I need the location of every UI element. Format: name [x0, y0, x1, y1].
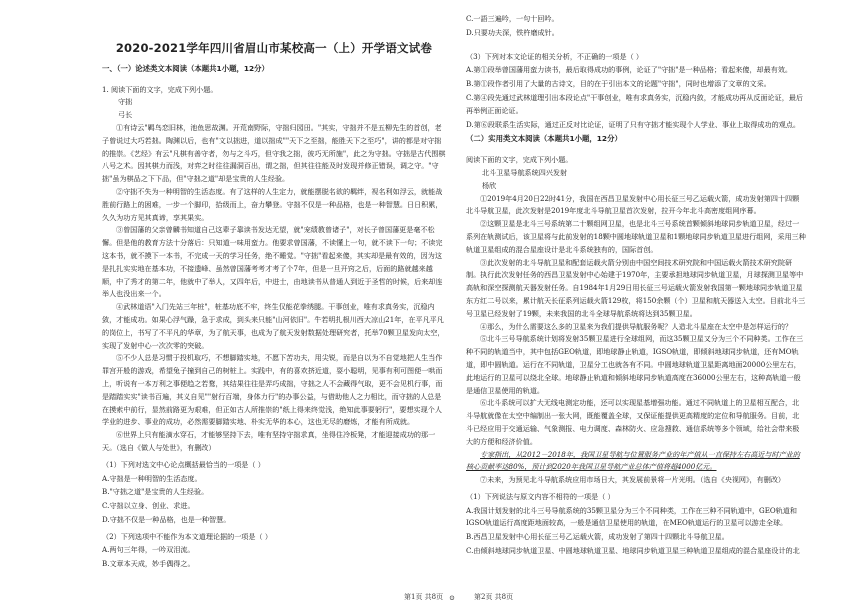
option: C.由倾斜地球同步轨道卫星、中圆地球轨道卫星、地球同步轨道卫星三种轨道卫星组成的混合星座设计的北: [466, 546, 800, 556]
question-3: （3）下列对本文论证的相关分析，不正确的一项是（ ）: [466, 51, 644, 61]
option: A.我国计划发射的北斗三号导航系统的35颗卫星分为三个不同种类，工作在三种不同轨道中，GEO轨道和IGSO轨道运行高度距地面较高，一般是通信卫星使用的轨道，在MEO轨道运行的卫星可以游走全球。: [466, 505, 797, 528]
question-intro-2: 阅读下面的文字，完成下列小题。: [466, 155, 573, 165]
essay-paragraph: ①有诗云"羁鸟恋旧林，池鱼思故渊。开荒南野际，守拙归园田。"其实，守拙并不是五柳先生的首创，老子曾说过大巧若拙。陶渊以后，也有"文以拙进，道以拙成""天下之至拙，能胜天下之至巧"，讲的都是对守拙的推崇。《艺经》有云"凡棋有善守者，勿与之斗巧，但守我之拙，彼巧无所施"，此之为守拙。守拙是古代围棋八号之术。因其棋力而浅，对弈之时往往漏洞百出，谓之拙，但其往往能及时发现并修正错误，调之守。"守拙"虽为棋品之下下品，但"守拙之道"却是宝贵的人生经验。: [102, 122, 446, 184]
center-mark-icon: ⊙: [449, 594, 455, 602]
option: B.第①段作者引用了大量的古诗文，目的在于引出本文的论题"守拙"，同时也增添了文章的文采。: [466, 79, 771, 89]
option: B.文章本天成，妙手偶得之。: [102, 559, 195, 569]
essay-title: 守拙: [118, 97, 133, 107]
question-intro: 1. 阅读下面的文字，完成下列小题。: [102, 84, 218, 94]
option: C.第④段先通过武林道理引出本段论点"干事创业，唯有求真务实，沉稳内敛，才能成功再从反面论证，最后再举例正面论证。: [466, 92, 804, 115]
question-2: （2）下列选项中不能作为本文道理论据的一项是（ ）: [102, 531, 272, 541]
option: D.只要功夫深，铁杵磨成针。: [466, 27, 559, 37]
essay-paragraph: ②守拙不失为一种明智的生活态度。有了这样的人生定力，就能摆脱名欲的羁绊，视名利如浮云，就能战胜前行路上的困难，一步一个脚印，拾级而上，奋力攀登。守拙不仅是一种品格，也是一种智慧。日日积累，久久为功方见其真谛，享其果实。: [102, 186, 443, 222]
news-author: 杨欣: [482, 180, 497, 190]
news-paragraph: ④那么，为什么需要这么多的卫星来为我们提供导航服务呢？人造北斗星座在太空中是怎样运行的？: [480, 321, 793, 331]
essay-author: 弓长: [118, 110, 133, 120]
essay-paragraph: ④武林道语"入门先站三年桩"，桩基功底不牢，终生仅能花拳绣腿。干事创业，唯有求真务实，沉稳内敛，才能成功。如果心浮气躁，急于求成，到头来只能"山河依旧"。牛若明扎根川西大凉山21年，在平凡平凡的岗位上，书写了不平凡的华章，为了航天事，也成为了航天发射数据处理研究者，托举70颗卫星发向太空，实现了发射中心一次次零的突破。: [102, 302, 445, 350]
essay-paragraph: ⑥世界上只有能滴水穿石，才能够坚持下去，唯有坚持守拙求真，坐得住冷板凳，才能迎接成功的那一天。（选自《做人与处世》，有删改）: [102, 430, 436, 452]
essay-paragraph: ⑤不少人总是习惯于投机取巧，不想脚踏实地，不愿下苦功夫，用尖锐，而是自以为不自觉地把人生当作罪宫开般的游戏，希望兔子撞到自己的树桩上。实践中，有的喜欢挤近道，耍小聪明，见事有利可图便一哄而上，听说有一本万利之事便趋之若鹜，其结果往往是弄巧成拙，守拙之人不会藏得气取，更不会见机行事，而是踏踏实实"读书百遍，其义自见""射行百端，身体力行"的办事公益，与借助他人之力相比，而守拙的人总是在摸索中前行，显然前路更为艰难，但正如古人所推崇的"纸上得来终觉浅，绝知此事要躬行"，要想实现个人学业的进步、事业的成功，必然需要脚踏实地、朴实无华的本心，这也无尽的磨炼，才能有所成就。: [102, 353, 443, 427]
news-paragraph: ②这颗卫星是北斗三号系统第二十颗组网卫星，也是北斗三号系统首颗倾斜地球同步轨道卫星，经过一系列在轨测试后，该卫星将与此前发射的18颗中圆地球轨道卫星和1颗地球同步轨道卫星进行组网，采用三种轨道卫星组成的混合星座设计是北斗系统独有的，国际首创。: [466, 219, 806, 254]
news-paragraph: ⑤北斗三号导航系统计划将发射35颗卫星进行全球组网，而这35颗卫星又分为三个不同种类。工作在三种不同的轨道当中，其中包括GEO轨道，即地球静止轨道，IGSO轨道，即倾斜地球同步轨道，还有MO轨道，即中圆轨道。运行在不同轨道，卫星分工也就各有不同。中圆地球轨道卫星距离地面20000公里左右，此地运行的卫星可以绕北全球。地球静止轨道和倾斜地球同步轨道高度在36000公里左右，这种高轨道一般是通信卫星使用的轨道。: [466, 334, 804, 395]
option: C.守拙以立身、创业、求进。: [102, 501, 195, 511]
underlined-sentence: 专家指出，从2012－2018年，我国卫星导航与位置服务产业的年产值从一直保持左右高近与时产业的核心贡献率达80%，预计到2020年我国卫星导航产业总体产值将超4000亿元。: [466, 449, 800, 472]
news-paragraph: ⑦未来，为预见北斗导航系统应用市场日大，其发展前景将一片光明。（选自《央视网》，有删改）: [480, 475, 786, 485]
page-number-2: 第2页 共8页: [474, 593, 514, 601]
news-paragraph: ⑥北斗系统可以扩大无线电测定功能，还可以实现星基增强功能。通过不同轨道上的卫星相互配合，北斗导航就像在太空中编制出一张大网，既能覆盖全球，又保证能提供更高精度的定位和导航服务。目前，北斗已经应用于交通运输、气象测报、电力调度、森林防火、应急搜救、通信系统等多个领域，给社会带来极大的方便和经济价值。: [466, 398, 800, 446]
option: B.西昌卫星发射中心用长征三号乙运载火箭，成功发射了第四十四颗北斗导航卫星。: [466, 532, 729, 542]
option: A.守拙是一种明智的生活态度。: [102, 473, 202, 483]
page-number-1: 第1页 共8页: [404, 593, 444, 601]
essay-paragraph: ③曾国藩的父亲曾麟书知道自己这辈子靠读书发达无望，就"宠绩教曾诸子"，对长子曾国藩更是毫不松懈。但是他的教育方法十分落后：只知道一味用蛮力。他要求曾国藩，不读懂上一句，就不读下一句；不读完这本书，就不摸下一本书，不完成一天的学习任务，绝不睡觉。"守拙"看起来傻，其实却是最有效的，因为这是扎扎实实地在基本功，不接遗峰、虽然曾国藩考考才考了个7年，但是一旦开窍之后，后面的路就越来越顺，中了秀才的第二年，他就中了举人，又四年后，中进士，由地读书从普通人到近于圣哲的时候，后来却连举人也没出来一个。: [102, 225, 443, 299]
question-1: （1）下列对选文中心论点概括最恰当的一项是（ ）: [102, 459, 265, 469]
option: A.第①段举曾国藩用蛮力读书，最后取得成功的事例，论证了"守拙"是一种品格；看起来傻，却最有效。: [466, 65, 793, 75]
right-column: [466, 12, 806, 559]
section-heading-1: 一、（一）论述类文本阅读（本题共1小题，12分）: [102, 63, 269, 73]
left-column: [102, 28, 446, 572]
option: D.第⑥段联系生活实际，通过正反对比论证，证明了只有守拙才能实现个人学业、事业上取得成功的观点。: [466, 119, 800, 129]
option: A.两句三年得，一吟双泪流。: [102, 545, 195, 555]
option: B."守拙之道"是宝贵的人生经验。: [102, 487, 209, 497]
option: D.守拙不仅是一种品格，也是一种智慧。: [102, 514, 231, 524]
question-4: （1）下列说法与原文内容不相符的一项是（ ）: [466, 491, 615, 501]
option: C.一語三遍吟，一句十回吟。: [466, 14, 559, 23]
news-paragraph: ①2019年4月20日22时41分，我国在西昌卫星发射中心用长征三号乙运载火箭，成功发射第四十四颗北斗导航卫星，此次发射是2019年度北斗导航卫星首次发射，拉开今年北斗高密度组网序幕。: [466, 193, 800, 216]
news-paragraph: ③此次发射的北斗导航卫星和配套运载火箭分别由中国空间技术研究院和中国运载火箭技术研究院研制。执行此次发射任务的西昌卫星发射中心始建于1970年，主要承担地球同步轨道卫星，月球探测卫星等中高轨和深空探测航天器发射任务。自1984年1月29日用长征三号运载火箭发射我国第一颗地球同步轨道卫星东方红二号以来，累计航天长征系列运载火箭129枚，将150余颗（个）卫星和航天器送入太空。目前北斗三号卫星已经发射了19颗，未来我国的北斗全球导航系统将达到35颗卫星。: [466, 257, 806, 318]
news-title: 北斗卫星导航系统四兴发射: [482, 167, 568, 177]
exam-title: 2020-2021学年四川省眉山市某校高一（上）开学语文试卷: [115, 41, 433, 55]
section-heading-2: （二）实用类文本阅读（本题共1小题，12分）: [466, 134, 622, 144]
